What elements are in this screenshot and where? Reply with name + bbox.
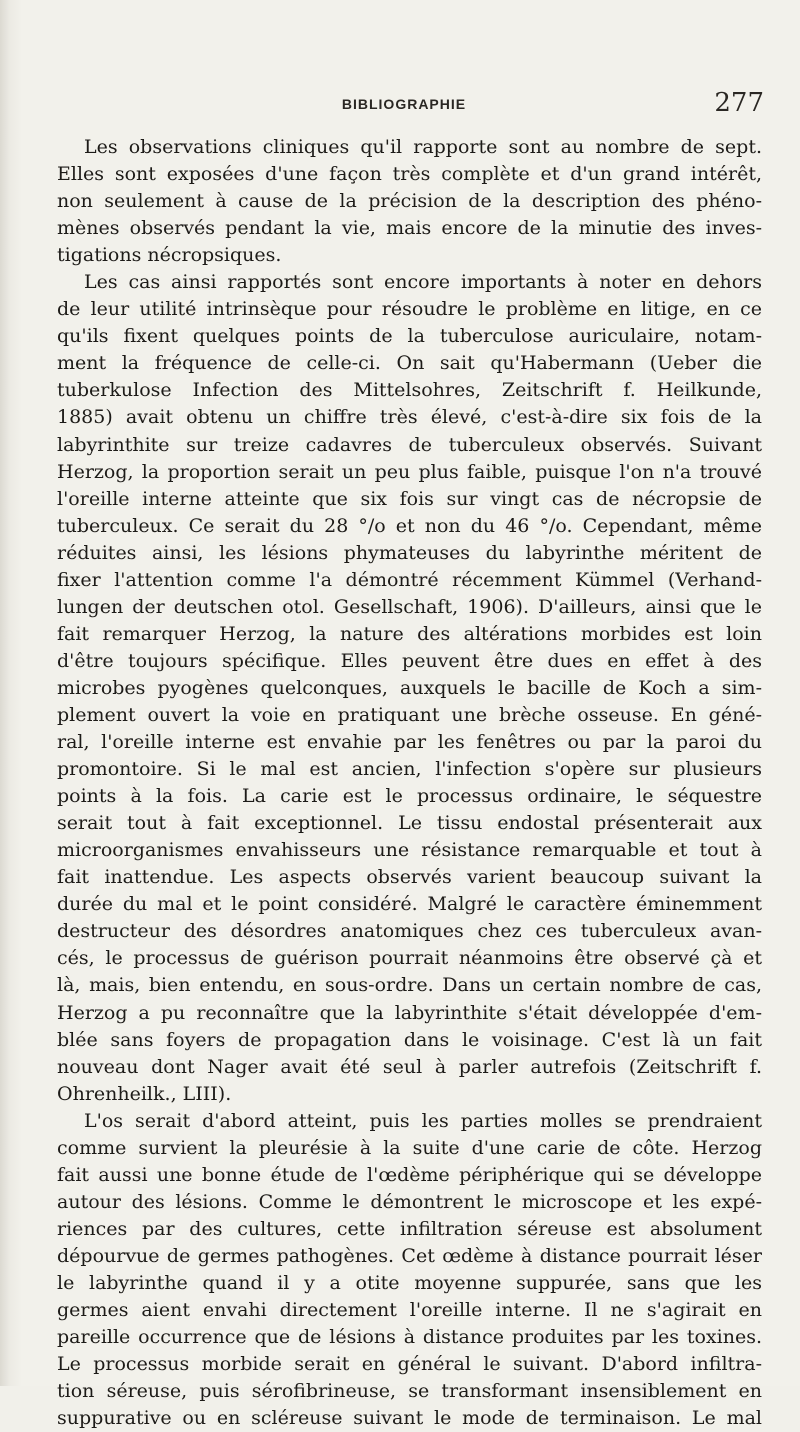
text-line: durée du mal et le point considéré. Malgré le caractère éminemment — [57, 893, 762, 916]
text-line: 1885) avait obtenu un chiffre très élevé, c'est-à-dire six fois de la — [57, 406, 762, 429]
text-line: blée sans foyers de propagation dans le voisinage. C'est là un fait — [57, 1028, 762, 1051]
text-line: ment la fréquence de celle-ci. On sait qu'Habermann (Ueber die — [57, 352, 762, 375]
text-line: Herzog, la proportion serait un peu plus faible, puisque l'on n'a trouvé — [57, 460, 762, 483]
page-header — [44, 88, 764, 122]
text-line: dépourvue de germes pathogènes. Cet œdème à distance pourrait léser — [57, 1244, 762, 1267]
text-line: tuberkulose Infection des Mittelsohres, Zeitschrift f. Heilkunde, — [57, 379, 762, 402]
text-line: fait remarquer Herzog, la nature des altérations morbides est loin — [57, 622, 762, 645]
running-title: BIBLIOGRAPHIE — [341, 96, 467, 112]
text-line: Ohrenheilk., LIII). — [57, 1082, 232, 1105]
text-line: riences par des cultures, cette infiltration séreuse est absolument — [57, 1217, 762, 1240]
text-line: d'être toujours spécifique. Elles peuvent être dues en effet à des — [57, 649, 762, 672]
text-line: là, mais, bien entendu, en sous-ordre. Dans un certain nombre de cas, — [57, 974, 762, 997]
text-line: lungen der deutschen otol. Gesellschaft, 1906). D'ailleurs, ainsi que le — [57, 595, 762, 618]
text-line: tuberculeux. Ce serait du 28 °/o et non du 46 °/o. Cependant, même — [57, 514, 762, 537]
text-line: Herzog a pu reconnaître que la labyrinthite s'était développée d'em- — [57, 1001, 762, 1024]
text-line: tigations nécropsiques. — [57, 244, 282, 267]
text-line: fait aussi une bonne étude de l'œdème périphérique qui se développe — [57, 1163, 762, 1186]
text-line: qu'ils fixent quelques points de la tuberculose auriculaire, notam- — [57, 325, 762, 348]
text-line: destructeur des désordres anatomiques chez ces tuberculeux avan- — [57, 920, 762, 943]
text-line: fixer l'attention comme l'a démontré récemment Kümmel (Verhand- — [57, 568, 762, 591]
text-line: plement ouvert la voie en pratiquant une brèche osseuse. En géné- — [57, 703, 762, 726]
text-line: mènes observés pendant la vie, mais encore de la minutie des inves- — [57, 217, 762, 240]
text-line: Les cas ainsi rapportés sont encore importants à noter en dehors — [84, 271, 762, 294]
text-line: tion séreuse, puis sérofibrineuse, se transformant insensiblement en — [57, 1380, 762, 1403]
text-line: l'oreille interne atteinte que six fois sur vingt cas de nécropsie de — [57, 487, 762, 510]
text-line: de leur utilité intrinsèque pour résoudre le problème en litige, en ce — [57, 298, 762, 321]
text-line: fait inattendue. Les aspects observés varient beaucoup suivant la — [57, 866, 762, 889]
text-line: le labyrinthe quand il y a otite moyenne suppurée, sans que les — [57, 1271, 762, 1294]
text-line: microbes pyogènes quelconques, auxquels le bacille de Koch a sim- — [57, 676, 762, 699]
text-line: microorganismes envahisseurs une résistance remarquable et tout à — [57, 839, 762, 862]
text-line: Elles sont exposées d'une façon très complète et d'un grand intérêt, — [57, 163, 762, 186]
page-number: 277 — [714, 88, 764, 118]
text-line: pareille occurrence que de lésions à distance produites par les toxines. — [57, 1326, 762, 1349]
text-line: Le processus morbide serait en général le suivant. D'abord infiltra- — [57, 1353, 762, 1376]
text-line: serait tout à fait exceptionnel. Le tissu endostal présenterait aux — [57, 812, 762, 835]
text-line: ral, l'oreille interne est envahie par les fenêtres ou par la paroi du — [57, 731, 762, 754]
text-line: nouveau dont Nager avait été seul à parler autrefois (Zeitschrift f. — [57, 1055, 762, 1078]
text-line: germes aient envahi directement l'oreille interne. Il ne s'agirait en — [57, 1299, 762, 1322]
text-line: labyrinthite sur treize cadavres de tuberculeux observés. Suivant — [57, 433, 762, 456]
text-line: non seulement à cause de la précision de la description des phéno- — [57, 190, 762, 213]
text-line: autour des lésions. Comme le démontrent le microscope et les expé- — [57, 1190, 762, 1213]
text-line: Les observations cliniques qu'il rapporte sont au nombre de sept. — [84, 136, 762, 158]
text-line: promontoire. Si le mal est ancien, l'infection s'opère sur plusieurs — [57, 758, 762, 781]
body-text — [57, 134, 762, 1432]
text-line: points à la fois. La carie est le processus ordinaire, le séquestre — [57, 785, 762, 808]
text-line: L'os serait d'abord atteint, puis les parties molles se prendraient — [84, 1109, 762, 1132]
text-line: comme survient la pleurésie à la suite d'une carie de côte. Herzog — [57, 1136, 762, 1159]
text-line: cés, le processus de guérison pourrait néanmoins être observé çà et — [57, 947, 762, 970]
text-line: réduites ainsi, les lésions phymateuses du labyrinthe méritent de — [57, 541, 762, 564]
text-line: suppurative ou en scléreuse suivant le mode de terminaison. Le mal — [57, 1407, 762, 1430]
